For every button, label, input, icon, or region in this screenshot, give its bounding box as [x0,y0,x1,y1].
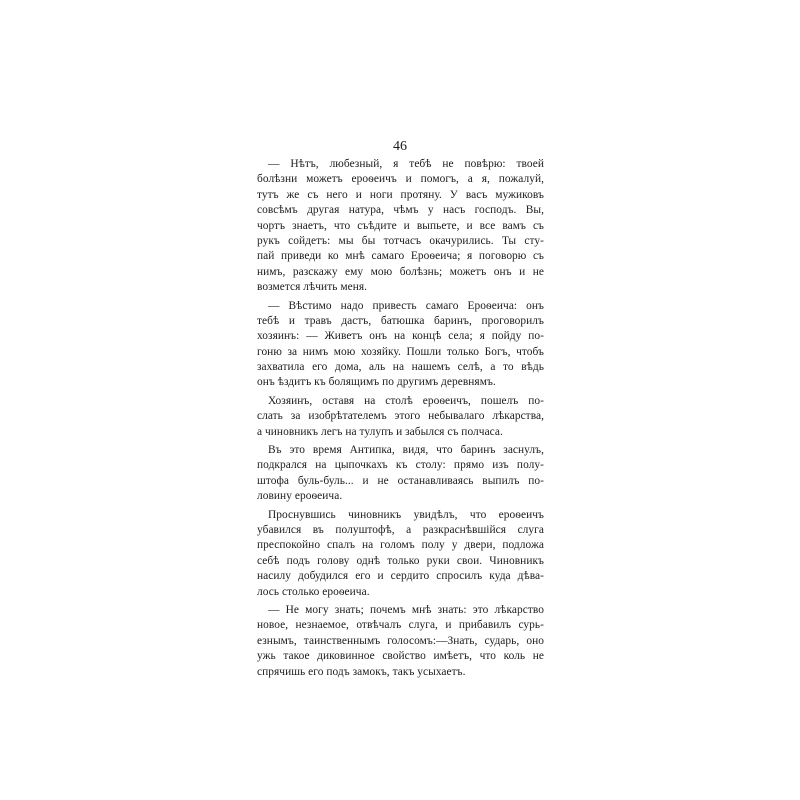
text-line: преспокойно спалъ на голомъ полу у двери, подложа [257,539,544,552]
text-line: езнымъ, таинственнымъ голосомъ:—Знать, сударь, оно [257,634,544,647]
text-line: хозяинъ: — Живетъ онъ на концѣ села; я пойду по- [257,330,544,343]
paragraph [257,299,544,391]
text-line: лось столько ероѳеича. [257,585,370,598]
text-line: возмется лѣчить меня. [257,281,368,294]
text-line: — Нѣтъ, любезный, я тебѣ не повѣрю: твоей [268,158,544,170]
text-line: гоню за нимъ мою хозяйку. Пошли только Богъ, чтобъ [257,345,544,358]
text-line: спрячишь его подъ замокъ, такъ усыхаетъ. [257,665,466,678]
text-line: рукъ сойдетъ: мы бы тотчасъ окачурились. Ты сту- [257,234,544,247]
text-line: штофа буль-буль... и не останавливаясь выпилъ по- [257,474,544,487]
text-line: подкрался на цыпочкахъ къ столу: прямо изъ полу- [257,459,544,472]
paragraph [257,394,544,440]
text-line: чортъ знаетъ, что съѣдите и выпьете, и все вамъ съ [257,219,544,232]
text-line: тутъ же съ него и ноги протяну. У васъ мужиковъ [257,188,544,201]
text-line: онъ ѣздитъ къ болящимъ по другимъ деревнямъ. [257,376,496,389]
text-line: тебѣ и травъ дастъ, батюшка баринъ, проговорилъ [257,314,544,327]
text-line: убавился въ полуштофѣ, а разкраснѣвшійся слуга [257,523,544,536]
text-line: пай приведи ко мнѣ самаго Ероѳеича; я поговорю съ [257,250,544,263]
text-line: а чиновникъ легъ на тулупъ и забылся съ полчаса. [257,425,503,438]
text-line: ужь такое диковинное свойство имѣетъ, что коль не [257,650,544,663]
text-line: насилу добудился его и сердито спросилъ куда дѣва- [257,570,544,583]
text-block [257,157,544,683]
text-line: Въ это время Антипка, видя, что баринъ заснулъ, [268,444,544,457]
text-line: Хозяинъ, оставя на столѣ ероѳеичъ, пошелъ по- [268,394,544,407]
text-line: захватила его дома, аль на нашемъ селѣ, а то вѣдь [257,361,544,374]
paragraph [257,603,544,680]
paragraph [257,157,544,296]
text-line: себѣ подъ голову однѣ только руки свои. Чиновникъ [257,554,544,567]
paragraph [257,443,544,505]
paragraph [257,508,544,600]
page-number: 46 [393,139,407,154]
text-line: Проснувшись чиновникъ увидѣлъ, что ероѳеичъ [268,508,544,521]
text-line: ловину ероѳеича. [257,490,343,503]
text-line: совсѣмъ другая натура, чѣмъ у насъ господъ. Вы, [257,204,544,217]
text-line: нимъ, разскажу ему мою болѣзнь; можетъ онъ и не [257,265,544,278]
text-line: новое, незнаемое, отвѣчалъ слуга, и прибавилъ сурь- [257,619,544,632]
text-line: — Вѣстимо надо привесть самаго Ероѳеича: онъ [268,299,544,312]
text-line: болѣзни можетъ ероѳеичъ и помогъ, а я, пожалуй, [257,173,544,186]
text-line: слать за изобрѣтателемъ этого небывалаго лѣкарства, [257,410,544,423]
text-line: — Не могу знать; почемъ мнѣ знать: это лѣкарство [268,603,544,616]
